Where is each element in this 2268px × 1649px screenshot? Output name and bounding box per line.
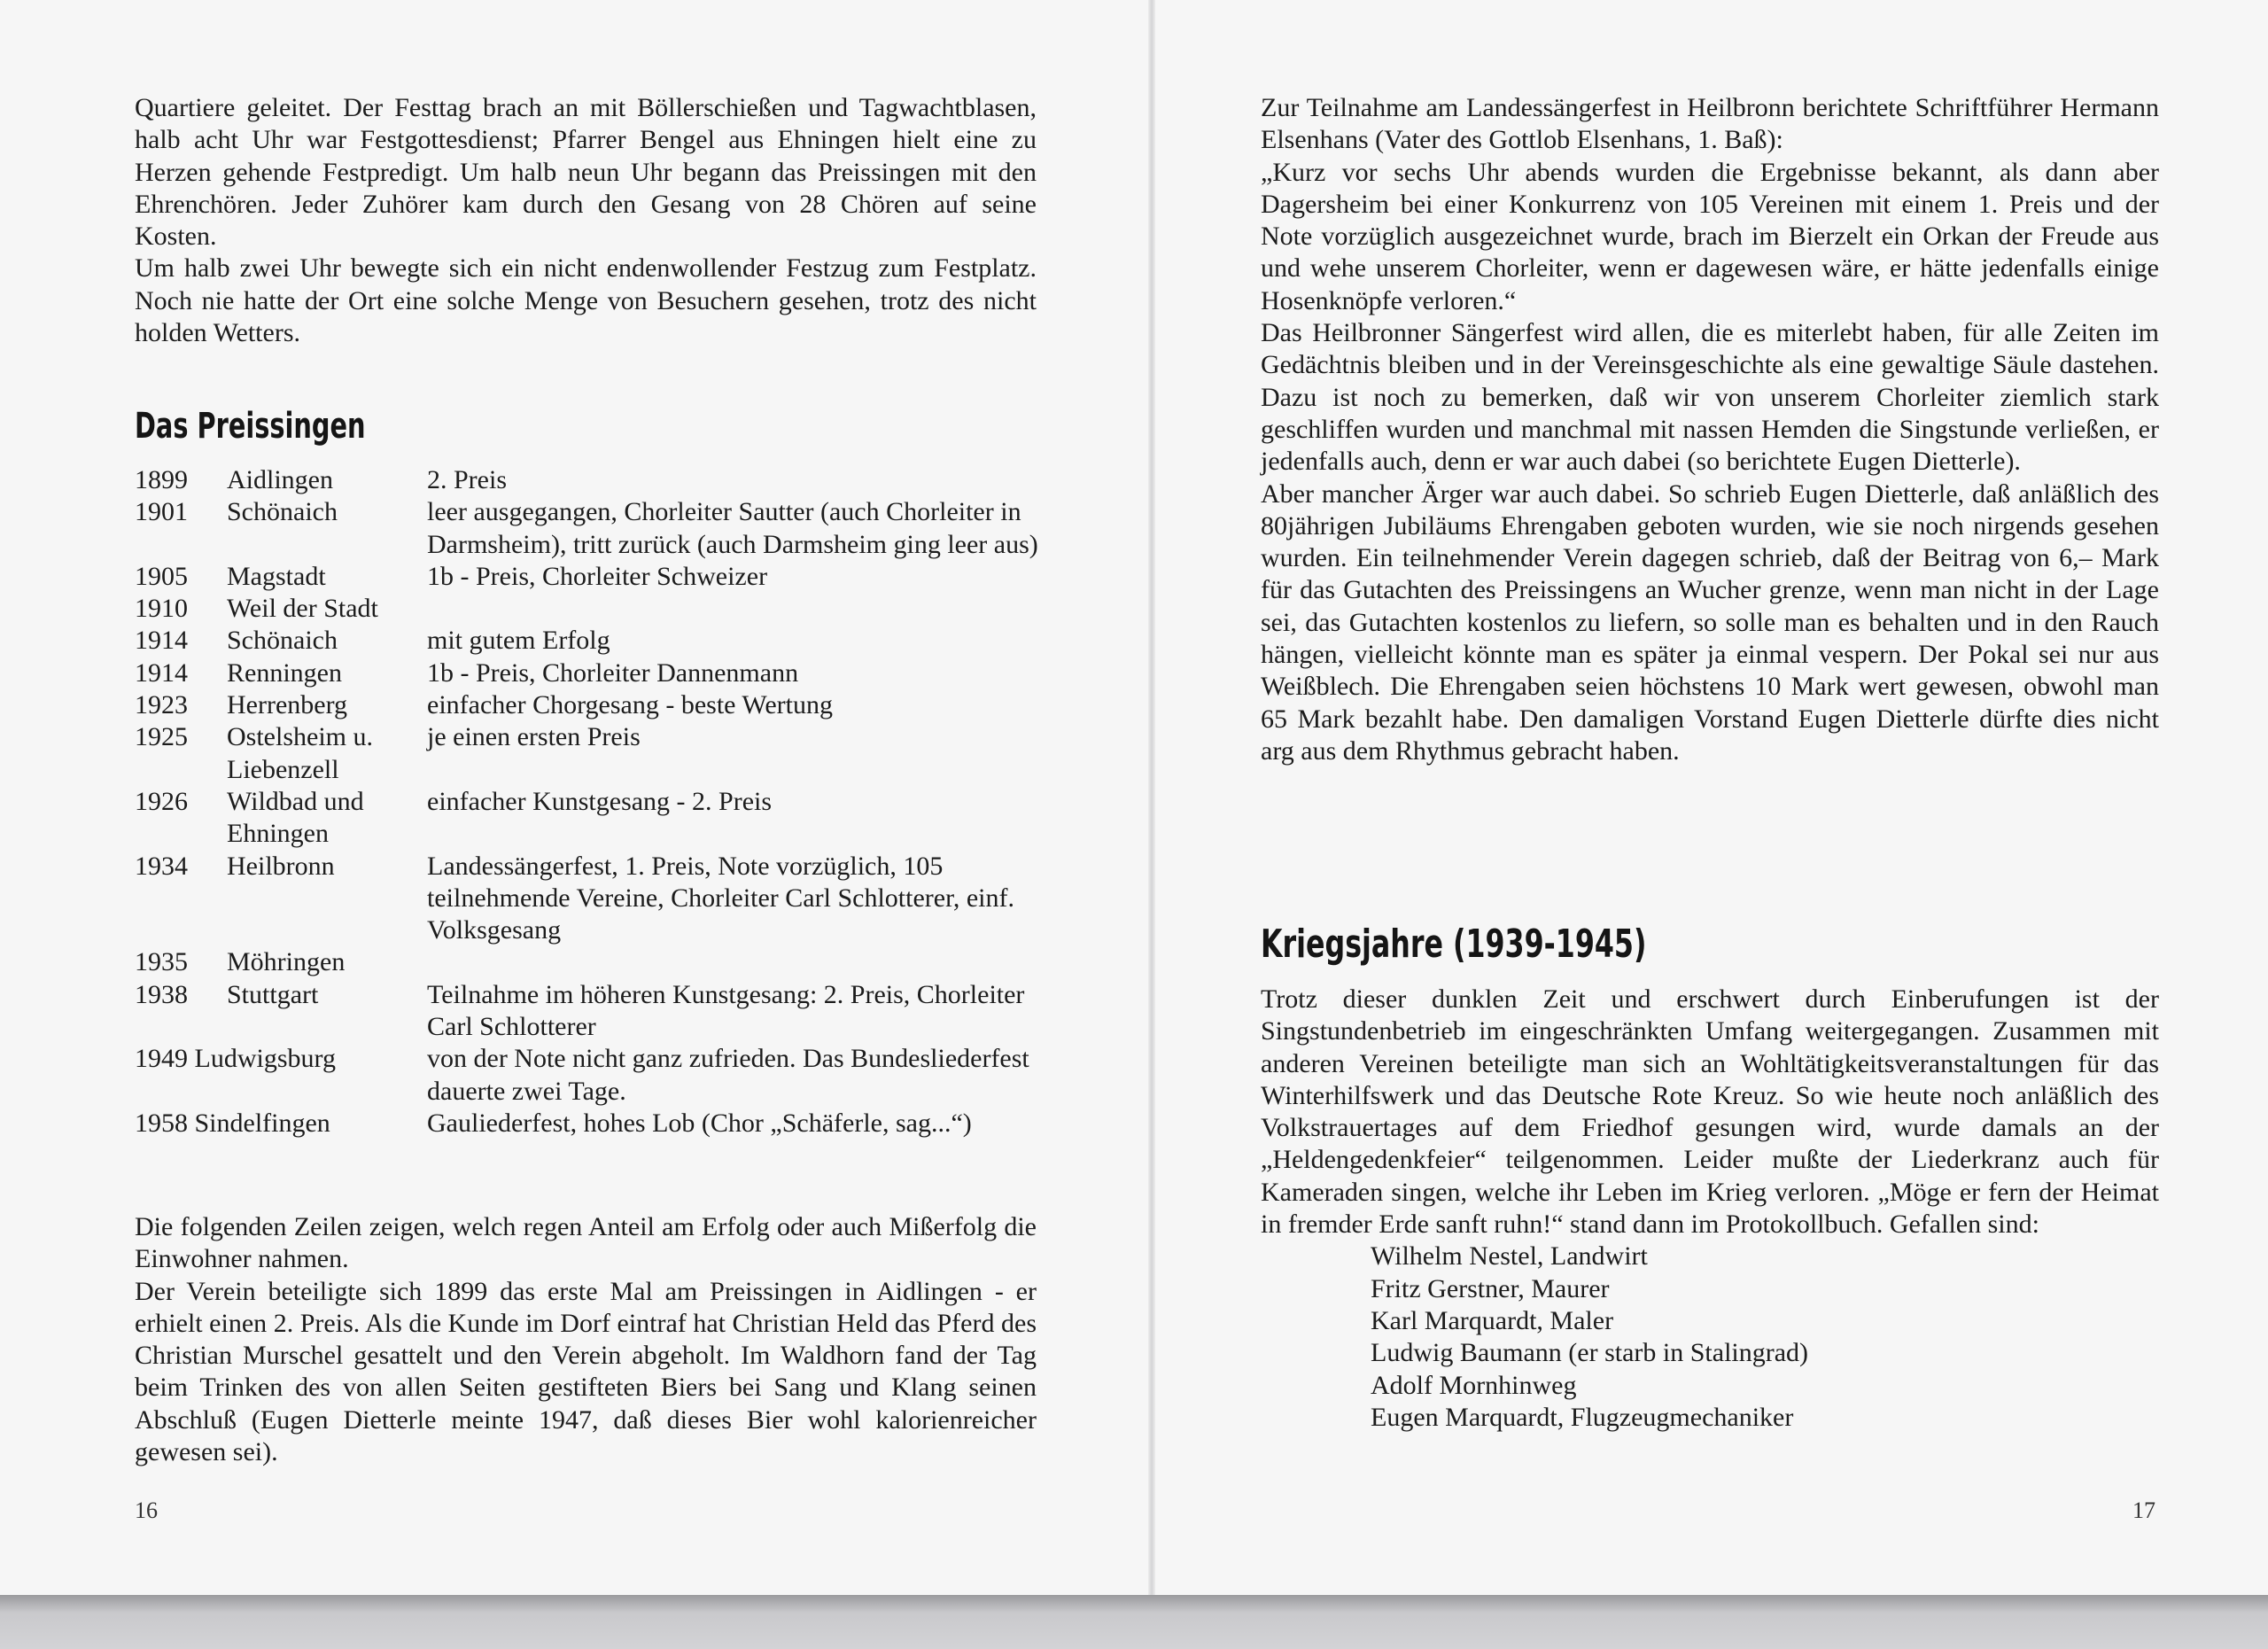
prize-table <box>135 464 1038 1140</box>
note-cell: leer ausgegangen, Chorleiter Sautter (auch Chorleiter in Darmsheim), tritt zurück (auch Darmsheim ging leer aus) <box>427 497 1038 559</box>
year-cell: 1914 <box>135 626 188 656</box>
intro-text <box>135 92 1037 349</box>
paragraph: Trotz dieser dunklen Zeit und erschwert durch Einberufungen ist der Singstundenbetrieb im eingeschränkten Umfang weitergegangen. Zusammen mit anderen Vereinen beteiligte man sich an Wohltätigkeitsveranstaltungen für das Winterhilfswerk und das Deutsche Rote Kreuz. So wie heute noch anläßlich des Volkstrauertages auf dem Friedhof gesungen wird, wurde damals an der „Heldengedenkfeier“ teilgenommen. Leider mußte der Liederkranz auch für Kameraden singen, welche ihr Leben im Krieg verloren. „Möge er fern der Heimat in fremder Erde sanft ruhn!“ stand dann im Protokollbuch. Gefallen sind: <box>1261 984 2159 1240</box>
year-cell: 1899 <box>135 465 188 494</box>
page-number: 16 <box>135 1497 158 1523</box>
fallen-list <box>1261 1241 2159 1434</box>
paragraph: Aber mancher Ärger war auch dabei. So schrieb Eugen Dietterle, daß anläßlich des 80jährigen Jubiläums Ehrengaben geboten wurden, wie sie noch nirgends gesehen wurden. Ein teilnehmender Verein dagegen schrieb, daß der Beitrag von 6,– Mark für das Gutachten des Preissingens an Wucher grenze, wenn man nicht in der Lage sei, das Gutachten kostenlos zu liefern, so solle man es behalten und in den Rauch hängen, vielleicht könnte man es später ja einmal vespern. Der Pokal sei nur aus Weißblech. Die Ehrengaben seien höchstens 10 Mark wert gewesen, obwohl man 65 Mark bezahlt habe. Den damaligen Vorstand Eugen Dietterle dürfte dies nicht arg aus dem Rhythmus gebracht haben. <box>1261 478 2159 766</box>
table-row <box>135 1108 1038 1140</box>
table-row <box>135 786 1038 851</box>
list-item: Wilhelm Nestel, Landwirt <box>1371 1241 1648 1272</box>
year-cell: 1925 <box>135 722 188 752</box>
table-row <box>135 496 1038 561</box>
note-cell: mit gutem Erfolg <box>427 626 610 656</box>
place-cell: Heilbronn <box>227 851 335 881</box>
page-number: 17 <box>2132 1497 2155 1523</box>
list-item: Adolf Mornhinweg <box>1371 1370 1577 1400</box>
note-cell: 1b - Preis, Chorleiter Schweizer <box>427 561 768 591</box>
table-row <box>135 561 1038 593</box>
paragraph: Die folgenden Zeilen zeigen, welch regen Anteil am Erfolg oder auch Mißerfolg die Einwohner nahmen. <box>135 1212 1037 1274</box>
table-row <box>135 1043 1038 1108</box>
list-item: Fritz Gerstner, Maurer <box>1371 1273 1610 1303</box>
paragraph: Das Heilbronner Sängerfest wird allen, die es miterlebt haben, für alle Zeiten im Gedächtnis bleiben und in der Vereinsgeschichte als eine gewaltige Säule dastehen. Dazu ist noch zu bemerken, daß wir von unserem Chorleiter ziemlich stark geschliffen wurden und manchmal mit nassen Hemden die Singstunde verließen, er jedenfalls auch, denn er war auch dabei (so berichtete Eugen Dietterle). <box>1261 318 2159 477</box>
note-cell: je einen ersten Preis <box>427 722 641 752</box>
year-cell: 1910 <box>135 594 188 624</box>
list-item: Karl Marquardt, Maler <box>1371 1305 1614 1335</box>
note-cell: von der Note nicht ganz zufrieden. Das Bundesliederfest dauerte zwei Tage. <box>427 1044 1029 1106</box>
paragraph: Quartiere geleitet. Der Festtag brach an mit Böllerschießen und Tagwachtblasen, halb acht Uhr war Festgottesdienst; Pfarrer Bengel aus Ehningen hielt eine zu Herzen gehende Festpredigt. Um halb neun Uhr begann das Preissingen mit den Ehrenchören. Jeder Zuhörer kam durch den Gesang von 28 Chören auf seine Kosten. <box>135 93 1037 252</box>
place-cell: Aidlingen <box>227 465 333 494</box>
closing-text <box>135 1211 1037 1468</box>
section-heading-kriegsjahre: Kriegsjahre (1939-1945) <box>1261 922 1647 967</box>
place-cell: Wildbad und Ehningen <box>227 786 364 849</box>
place-cell: Renningen <box>227 657 342 688</box>
note-cell: Landessängerfest, 1. Preis, Note vorzüglich, 105 teilnehmende Vereine, Chorleiter Carl Schlotterer, einf. Volksgesang <box>427 851 1015 945</box>
report-text <box>1261 92 2159 767</box>
year-place-cell: 1949 Ludwigsburg <box>135 1044 336 1074</box>
note-cell <box>427 946 1038 978</box>
paragraph: „Kurz vor sechs Uhr abends wurden die Ergebnisse bekannt, als dann aber Dagersheim bei einer Konkurrenz von 105 Vereinen mit einem 1. Preis und der Note vorzüglich ausgezeichnet wurde, brach im Bierzelt ein Orkan der Freude aus und wehe unserem Chorleiter, wenn er dagewesen wäre, er hätte jedenfalls einige Hosenknöpfe verloren.“ <box>1261 157 2159 315</box>
table-row <box>135 657 1038 689</box>
table-row <box>135 593 1038 625</box>
list-item: Eugen Marquardt, Flugzeugmechaniker <box>1371 1402 1794 1432</box>
year-cell: 1923 <box>135 690 188 720</box>
place-cell: Schönaich <box>227 497 338 527</box>
place-cell: Weil der Stadt <box>227 594 378 624</box>
place-cell: Stuttgart <box>227 979 319 1009</box>
note-cell: Gauliederfest, hohes Lob (Chor „Schäferle, sag...“) <box>427 1108 972 1138</box>
table-row <box>135 625 1038 657</box>
year-cell: 1934 <box>135 851 188 881</box>
book-gutter <box>1148 0 1155 1595</box>
section-heading-preissingen: Das Preissingen <box>135 406 366 447</box>
note-cell: einfacher Kunstgesang - 2. Preis <box>427 786 773 816</box>
place-cell: Schönaich <box>227 626 338 656</box>
place-cell: Magstadt <box>227 561 326 591</box>
table-row <box>135 851 1038 947</box>
paragraph: Um halb zwei Uhr bewegte sich ein nicht endenwollender Festzug zum Festplatz. Noch nie hatte der Ort eine solche Menge von Besuchern gesehen, trotz des nicht holden Wetters. <box>135 253 1037 348</box>
table-row <box>135 689 1038 721</box>
year-cell: 1935 <box>135 947 188 977</box>
year-cell: 1938 <box>135 979 188 1009</box>
note-cell: 1b - Preis, Chorleiter Dannenmann <box>427 657 799 688</box>
year-cell: 1905 <box>135 561 188 591</box>
paragraph: Zur Teilnahme am Landessängerfest in Heilbronn berichtete Schriftführer Hermann Elsenhans (Vater des Gottlob Elsenhans, 1. Baß): <box>1261 93 2159 155</box>
paragraph: Der Verein beteiligte sich 1899 das erste Mal am Preissingen in Aidlingen - er erhielt einen 2. Preis. Als die Kunde im Dorf eintraf hat Christian Held das Pferd des Christian Murschel gesattelt und den Verein abgeholt. Im Waldhorn fand der Tag beim Trinken des von allen Seiten gestifteten Biers bei Sang und Klang seinen Abschluß (Eugen Dietterle meinte 1947, daß dieses Bier wohl kalorienreicher gewesen sei). <box>135 1276 1037 1467</box>
place-cell: Möhringen <box>227 947 346 977</box>
prize-list <box>135 464 1038 1140</box>
note-cell: Teilnahme im höheren Kunstgesang: 2. Preis, Chorleiter Carl Schlotterer <box>427 979 1025 1042</box>
war-text <box>1261 984 2159 1434</box>
year-cell: 1926 <box>135 786 188 816</box>
year-cell: 1901 <box>135 497 188 527</box>
note-cell: einfacher Chorgesang - beste Wertung <box>427 690 833 720</box>
table-row <box>135 721 1038 786</box>
place-cell: Ostelsheim u. Liebenzell <box>227 722 373 784</box>
year-cell: 1914 <box>135 657 188 688</box>
table-row <box>135 946 1038 978</box>
note-cell <box>427 593 1038 625</box>
list-item: Ludwig Baumann (er starb in Stalingrad) <box>1371 1338 1809 1368</box>
place-cell: Herrenberg <box>227 690 348 720</box>
scan-edge <box>0 1595 2268 1649</box>
table-row <box>135 464 1038 496</box>
note-cell: 2. Preis <box>427 465 507 494</box>
table-row <box>135 979 1038 1044</box>
year-place-cell: 1958 Sindelfingen <box>135 1108 330 1138</box>
right-page <box>1155 0 2268 1595</box>
left-page <box>0 0 1148 1595</box>
